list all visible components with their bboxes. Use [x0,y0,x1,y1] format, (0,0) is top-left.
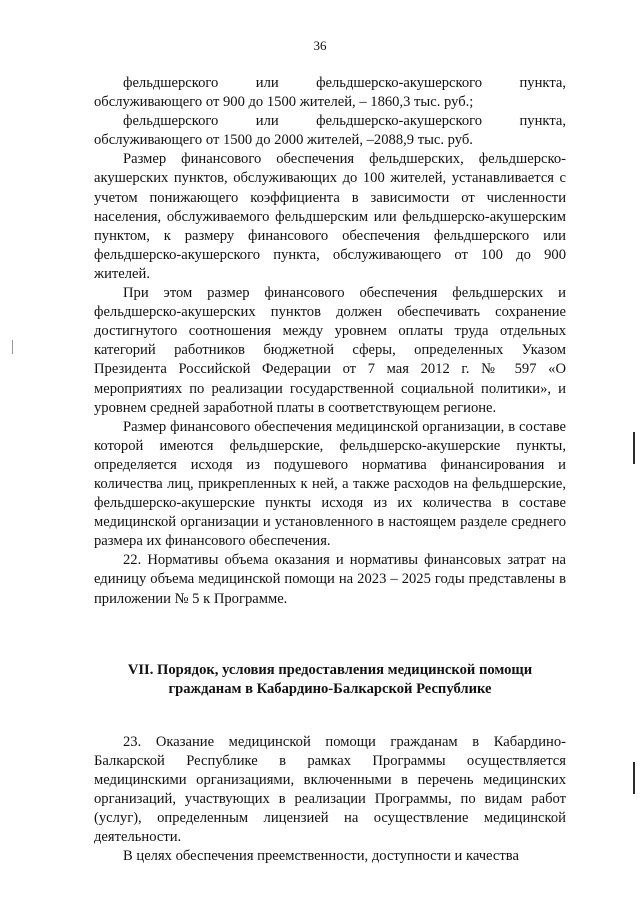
paragraph-fap-under-100: Размер финансового обеспечения фельдшерских, фельдшерско-акушерских пунктов, обслуживающих до 100 жителей, устанавливается с учетом понижающего коэффициента в зависимости от численности населения, обслуживаемого фельдшерским или фельдшерско-акушерским пунктом, к размеру финансового обеспечения фельдшерского или фельдшерско-акушерского пункта, обслуживающего от 100 до 900 жителей. [94,151,566,282]
scan-mark-right-1 [633,432,635,464]
paragraph-fap-900-1500: фельдшерского или фельдшерско-акушерского пункта, обслуживающего от 900 до 1500 жителей, – 1860,3 тыс. руб.; [94,75,566,111]
scan-mark-left [12,340,13,354]
paragraph-22-norms: 22. Нормативы объема оказания и нормативы финансовых затрат на единицу объема медицинской помощи на 2023 – 2025 годы представлены в приложении № 5 к Программе. [94,552,566,607]
paragraph-medical-org-funding: Размер финансового обеспечения медицинской организации, в составе которой имеются фельдшерские, фельдшерско-акушерские пункты, определяется исходя из подушевого норматива финансирования и количества лиц, прикрепленных к ней, а также расходов на фельдшерские, фельдшерско-акушерские пункты исходя из их количества в составе медицинской организации и установленного в настоящем разделе среднего размера их финансового обеспечения. [94,418,566,550]
document-body [94,74,566,866]
paragraph-continuity: В целях обеспечения преемственности, доступности и качества [123,848,519,865]
page-number: 36 [313,38,327,53]
section-heading-line-2: гражданам в Кабардино-Балкарской Республике [168,680,492,697]
section-heading [94,661,566,699]
paragraph-salary-ratio: При этом размер финансового обеспечения фельдшерских и фельдшерско-акушерских пунктов должен обеспечивать сохранение достигнутого соотношения между уровнем оплаты труда отдельных категорий работников бюджетной сферы, определенных Указом Президента Российской Федерации от 7 мая 2012 г. № 597 «О мероприятиях по реализации государственной социальной политики», и уровнем средней заработной платы в соответствующем регионе. [94,285,566,416]
scan-mark-right-2 [633,762,635,794]
paragraph-23-provision: 23. Оказание медицинской помощи гражданам в Кабардино-Балкарской Республике в рамках Программы осуществляется медицинскими организациями, включенными в перечень медицинских организаций, участвующих в реализации Программы, по видам работ (услуг), определенным лицензией на осуществление медицинской деятельности. [94,733,566,846]
section-heading-line-1: VII. Порядок, условия предоставления медицинской помощи [127,661,533,678]
paragraph-fap-1500-2000: фельдшерского или фельдшерско-акушерского пункта, обслуживающего от 1500 до 2000 жителей, –2088,9 тыс. руб. [94,113,566,149]
